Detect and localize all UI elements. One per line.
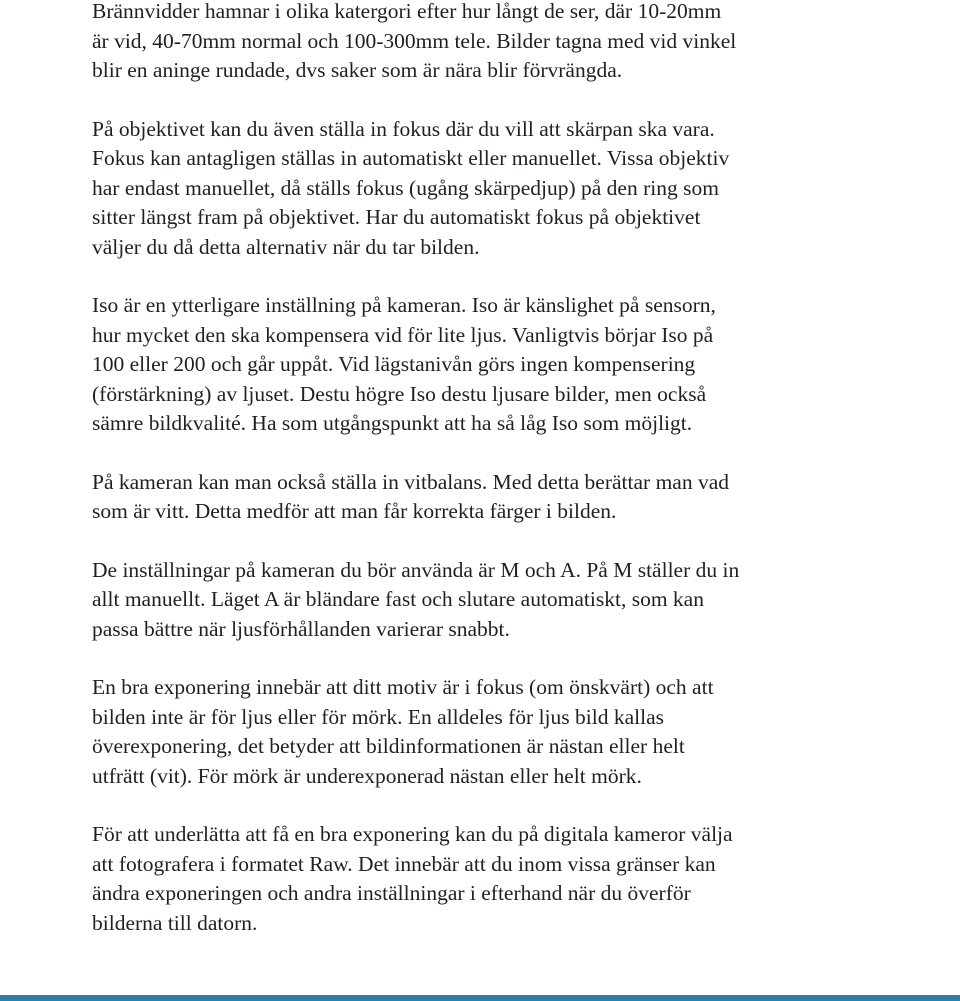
text-line: har endast manuellet, då ställs fokus (ugång skärpedjup) på den ring som	[92, 175, 719, 200]
footer-divider	[0, 995, 960, 1001]
text-line: hur mycket den ska kompensera vid för lite ljus. Vanligtvis börjar Iso på	[92, 322, 714, 347]
text-line: På kameran kan man också ställa in vitbalans. Med detta berättar man vad	[92, 469, 730, 494]
text-line: 100 eller 200 och går uppåt. Vid lägstanivån görs ingen kompensering	[92, 352, 696, 376]
paragraph-installningar	[92, 556, 892, 645]
text-line: (förstärkning) av ljuset. Destu högre Iso destu ljusare bilder, men också	[92, 381, 707, 406]
text-line: väljer du då detta alternativ när du tar bilden.	[92, 234, 480, 259]
text-line: bilderna till datorn.	[92, 910, 258, 935]
text-line: För att underlätta att få en bra exponering kan du på digitala kameror välja	[92, 822, 733, 846]
text-line: Brännvidder hamnar i olika katergori efter hur långt de ser, där 10-20mm	[92, 0, 722, 23]
paragraph-vitbalans	[92, 468, 892, 527]
paragraph-brannvidder	[92, 0, 892, 86]
text-line: En bra exponering innebär att ditt motiv är i fokus (om önskvärt) och att	[92, 675, 714, 699]
text-line: passa bättre när ljusförhållanden varierar snabbt.	[92, 616, 510, 641]
text-line: blir en aninge rundade, dvs saker som är nära blir förvrängda.	[92, 58, 623, 82]
text-line: som är vitt. Detta medför att man får korrekta färger i bilden.	[92, 499, 617, 523]
text-line: De inställningar på kameran du bör använda är M och A. På M ställer du in	[92, 557, 740, 582]
paragraph-iso	[92, 291, 892, 439]
text-line: att fotografera i formatet Raw. Det innebär att du inom vissa gränser kan	[92, 851, 716, 876]
paragraph-fokus	[92, 115, 892, 263]
text-line: bilden inte är för ljus eller för mörk. En alldeles för ljus bild kallas	[92, 704, 664, 729]
text-line: sitter längst fram på objektivet. Har du automatiskt fokus på objektivet	[92, 205, 701, 229]
text-line: ändra exponeringen och andra inställningar i efterhand när du överför	[92, 881, 691, 905]
text-line: utfrätt (vit). För mörk är underexponerad nästan eller helt mörk.	[92, 763, 642, 788]
text-line: allt manuellt. Läget A är bländare fast och slutare automatiskt, som kan	[92, 587, 704, 611]
text-line: är vid, 40-70mm normal och 100-300mm tele. Bilder tagna med vid vinkel	[92, 28, 737, 53]
paragraph-exponering	[92, 673, 892, 791]
text-line: Iso är en ytterligare inställning på kameran. Iso är känslighet på sensorn,	[92, 293, 716, 317]
document-body	[92, 0, 892, 967]
text-line: Fokus kan antagligen ställas in automatiskt eller manuellet. Vissa objektiv	[92, 146, 730, 170]
text-line: På objektivet kan du även ställa in fokus där du vill att skärpan ska vara.	[92, 116, 715, 141]
text-line: överexponering, det betyder att bildinformationen är nästan eller helt	[92, 734, 685, 758]
paragraph-raw	[92, 820, 892, 938]
text-line: sämre bildkvalité. Ha som utgångspunkt att ha så låg Iso som möjligt.	[92, 411, 693, 435]
